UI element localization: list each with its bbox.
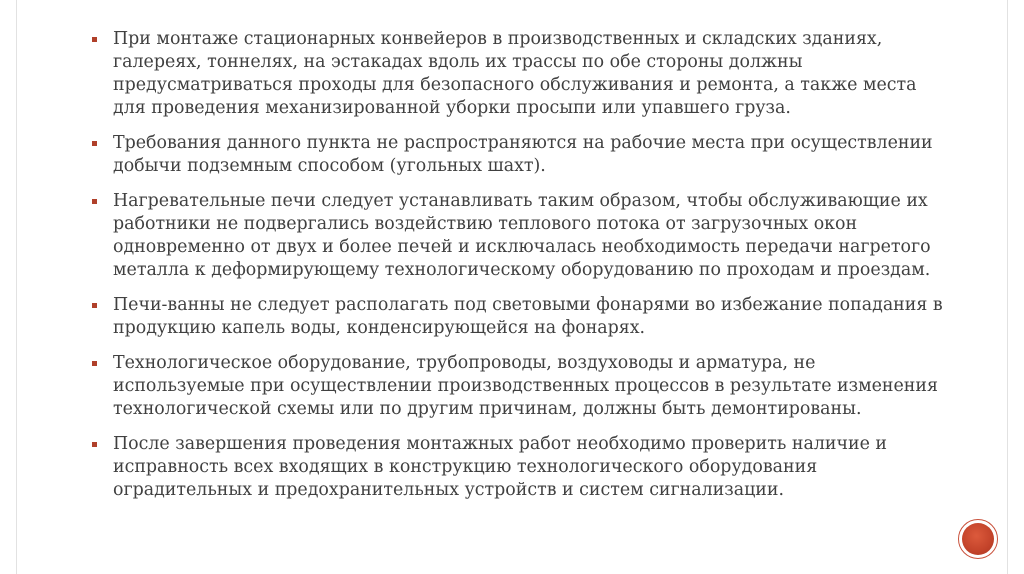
frame-line-left (16, 0, 17, 574)
bullet-item (92, 132, 952, 178)
bullet-item (92, 190, 952, 282)
bullet-list (92, 28, 952, 514)
bullet-text: Технологическое оборудование, трубопроводы, воздуховоды и арматура, не используемые при осуществлении производственных процессов в результате изменения технологической схемы или по другим причинам, должны быть демонтированы. (113, 353, 938, 419)
square-bullet-icon (92, 361, 97, 366)
square-bullet-icon (92, 37, 97, 42)
slide-nav-button[interactable] (958, 519, 998, 559)
bullet-text: Нагревательные печи следует устанавливать таким образом, чтобы обслуживающие их работники не подвергались воздействию теплового потока от загрузочных окон одновременно от двух и более печей и исключалась необходимость передачи нагретого металла к деформирующему технологическому оборудованию по проходам и проездам. (113, 191, 931, 280)
frame-line-right (1007, 0, 1008, 574)
bullet-text: Печи-ванны не следует располагать под световыми фонарями во избежание попадания в продукцию капель воды, конденсирующейся на фонарях. (113, 295, 943, 338)
square-bullet-icon (92, 442, 97, 447)
bullet-item (92, 352, 952, 421)
bullet-text: При монтаже стационарных конвейеров в производственных и складских зданиях, галереях, тоннелях, на эстакадах вдоль их трассы по обе стороны должны предусматриваться проходы для безопасного обслуживания и ремонта, а также места для проведения механизированной уборки просыпи или упавшего груза. (113, 29, 917, 118)
bullet-item (92, 433, 952, 502)
red-circle-icon (962, 523, 994, 555)
bullet-text: Требования данного пункта не распространяются на рабочие места при осуществлении добычи подземным способом (угольных шахт). (113, 133, 933, 176)
square-bullet-icon (92, 199, 97, 204)
bullet-item (92, 294, 952, 340)
square-bullet-icon (92, 303, 97, 308)
bullet-item (92, 28, 952, 120)
bullet-text: После завершения проведения монтажных работ необходимо проверить наличие и исправность всех входящих в конструкцию технологического оборудования оградительных и предохранительных устройств и систем сигнализации. (113, 434, 887, 500)
square-bullet-icon (92, 141, 97, 146)
